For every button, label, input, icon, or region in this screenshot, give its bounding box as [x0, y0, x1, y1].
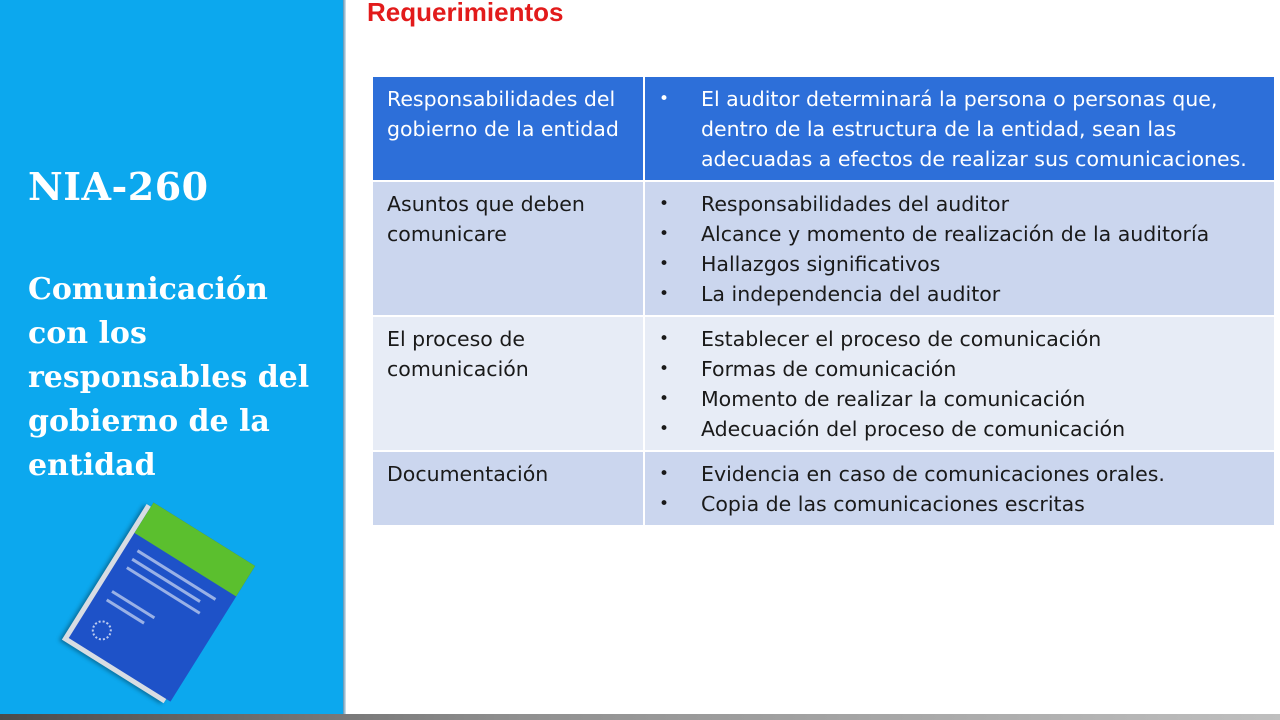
table-row [372, 181, 1275, 316]
list-item: • Formas de comunicación [659, 354, 1264, 384]
bottom-divider [0, 714, 1280, 720]
list-item: • Hallazgos significativos [659, 249, 1264, 279]
list-item: • Copia de las comunicaciones escritas [659, 489, 1264, 519]
row-content [644, 316, 1275, 451]
list-item: • Responsabilidades del auditor [659, 189, 1264, 219]
row-content [644, 76, 1275, 181]
row-content [644, 451, 1275, 526]
page-title: Requerimientos [367, 0, 564, 27]
row-label: Documentación [372, 451, 644, 526]
list-item: • Alcance y momento de realización de la auditoría [659, 219, 1264, 249]
list-item: • Evidencia en caso de comunicaciones orales. [659, 459, 1264, 489]
row-label: Responsabilidades del gobierno de la entidad [372, 76, 644, 181]
sidebar-title: NIA-260 [28, 164, 209, 209]
sidebar-panel [0, 0, 343, 720]
sidebar-divider [343, 0, 346, 720]
table-row [372, 316, 1275, 451]
table-row [372, 76, 1275, 181]
list-item: • La independencia del auditor [659, 279, 1264, 309]
list-item: • Establecer el proceso de comunicación [659, 324, 1264, 354]
row-content [644, 181, 1275, 316]
list-item: • Momento de realizar la comunicación [659, 384, 1264, 414]
row-label: El proceso de comunicación [372, 316, 644, 451]
row-label: Asuntos que deben comunicare [372, 181, 644, 316]
book-cover-icon [69, 502, 256, 701]
list-item: • El auditor determinará la persona o personas que, dentro de la estructura de la entidad, sean las adecuadas a efectos de realizar sus comunicaciones. [659, 84, 1264, 174]
list-item: • Adecuación del proceso de comunicación [659, 414, 1264, 444]
sidebar-subtitle: Comunicación con los responsables del gobierno de la entidad [28, 272, 310, 483]
table-row [372, 451, 1275, 526]
requirements-table [371, 75, 1276, 527]
